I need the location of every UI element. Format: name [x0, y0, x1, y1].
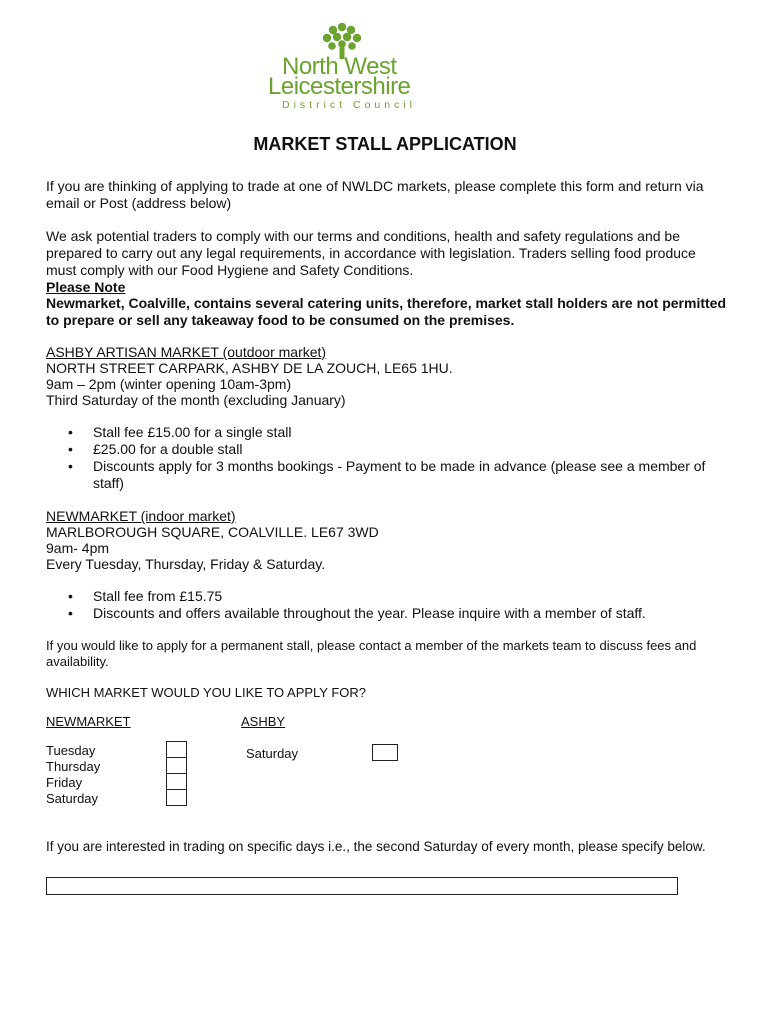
list-item: • Stall fee £15.00 for a single stall — [46, 424, 726, 441]
newmarket-fee-list — [46, 588, 726, 622]
logo-line-1: North West — [282, 53, 397, 80]
ashby-hours: 9am – 2pm (winter opening 10am-3pm) — [46, 376, 292, 392]
ashby-saturday-checkbox[interactable] — [372, 744, 398, 761]
ashby-day-label-saturday: Saturday — [246, 746, 299, 761]
newmarket-tuesday-checkbox[interactable] — [166, 741, 187, 758]
ashby-heading: ASHBY ARTISAN MARKET (outdoor market) — [46, 344, 327, 360]
specific-days-instructions: If you are interested in trading on specific days i.e., the second Saturday of every month, please specify below. — [46, 839, 706, 854]
list-item: • £25.00 for a double stall — [46, 441, 726, 458]
newmarket-hours: 9am- 4pm — [46, 540, 110, 556]
intro-paragraph: If you are thinking of applying to trade at one of NWLDC markets, please complete this form and return via email or Post (address below) — [46, 178, 704, 211]
day-label-thursday: Thursday — [46, 759, 101, 774]
list-item: • Stall fee from £15.75 — [46, 588, 726, 605]
council-logo — [262, 22, 442, 112]
list-item: • Discounts apply for 3 months bookings - Payment to be made in advance (please see a member of staff) — [46, 458, 726, 492]
newmarket-address: MARLBOROUGH SQUARE, COALVILLE. LE67 3WD — [46, 524, 379, 540]
page-title: MARKET STALL APPLICATION — [253, 134, 517, 154]
ashby-schedule: Third Saturday of the month (excluding January) — [46, 392, 346, 408]
note-text: Newmarket, Coalville, contains several catering units, therefore, market stall holders are not permitted to prepare or sell any takeaway food to be consumed on the premises. — [46, 295, 727, 328]
ashby-address: NORTH STREET CARPARK, ASHBY DE LA ZOUCH, LE65 1HU. — [46, 360, 453, 376]
newmarket-schedule: Every Tuesday, Thursday, Friday & Saturday. — [46, 556, 326, 572]
newmarket-saturday-checkbox[interactable] — [166, 789, 187, 806]
logo-line-3: District Council — [282, 99, 417, 111]
permanent-stall-info: If you would like to apply for a permanent stall, please contact a member of the markets team to discuss fees and availability. — [46, 638, 697, 669]
note-heading: Please Note — [46, 279, 126, 295]
newmarket-column-label: NEWMARKET — [46, 714, 131, 729]
newmarket-thursday-checkbox[interactable] — [166, 757, 187, 774]
list-item: • Discounts and offers available throughout the year. Please inquire with a member of staff. — [46, 605, 726, 622]
specific-days-input[interactable] — [46, 877, 678, 895]
newmarket-heading: NEWMARKET (indoor market) — [46, 508, 236, 524]
market-question: WHICH MARKET WOULD YOU LIKE TO APPLY FOR? — [46, 685, 367, 700]
ashby-fee-list — [46, 424, 726, 492]
terms-paragraph: We ask potential traders to comply with our terms and conditions, health and safety regulations and be prepared to carry out any legal requirements, in accordance with legislation. Traders selling food produce must comply with our Food Hygiene and Safety Conditions. — [46, 228, 696, 278]
day-label-saturday: Saturday — [46, 791, 99, 806]
logo-line-2: Leicestershire — [268, 73, 411, 100]
ashby-column-label: ASHBY — [241, 714, 286, 729]
day-label-tuesday: Tuesday — [46, 743, 96, 758]
newmarket-friday-checkbox[interactable] — [166, 773, 187, 790]
day-label-friday: Friday — [46, 775, 83, 790]
